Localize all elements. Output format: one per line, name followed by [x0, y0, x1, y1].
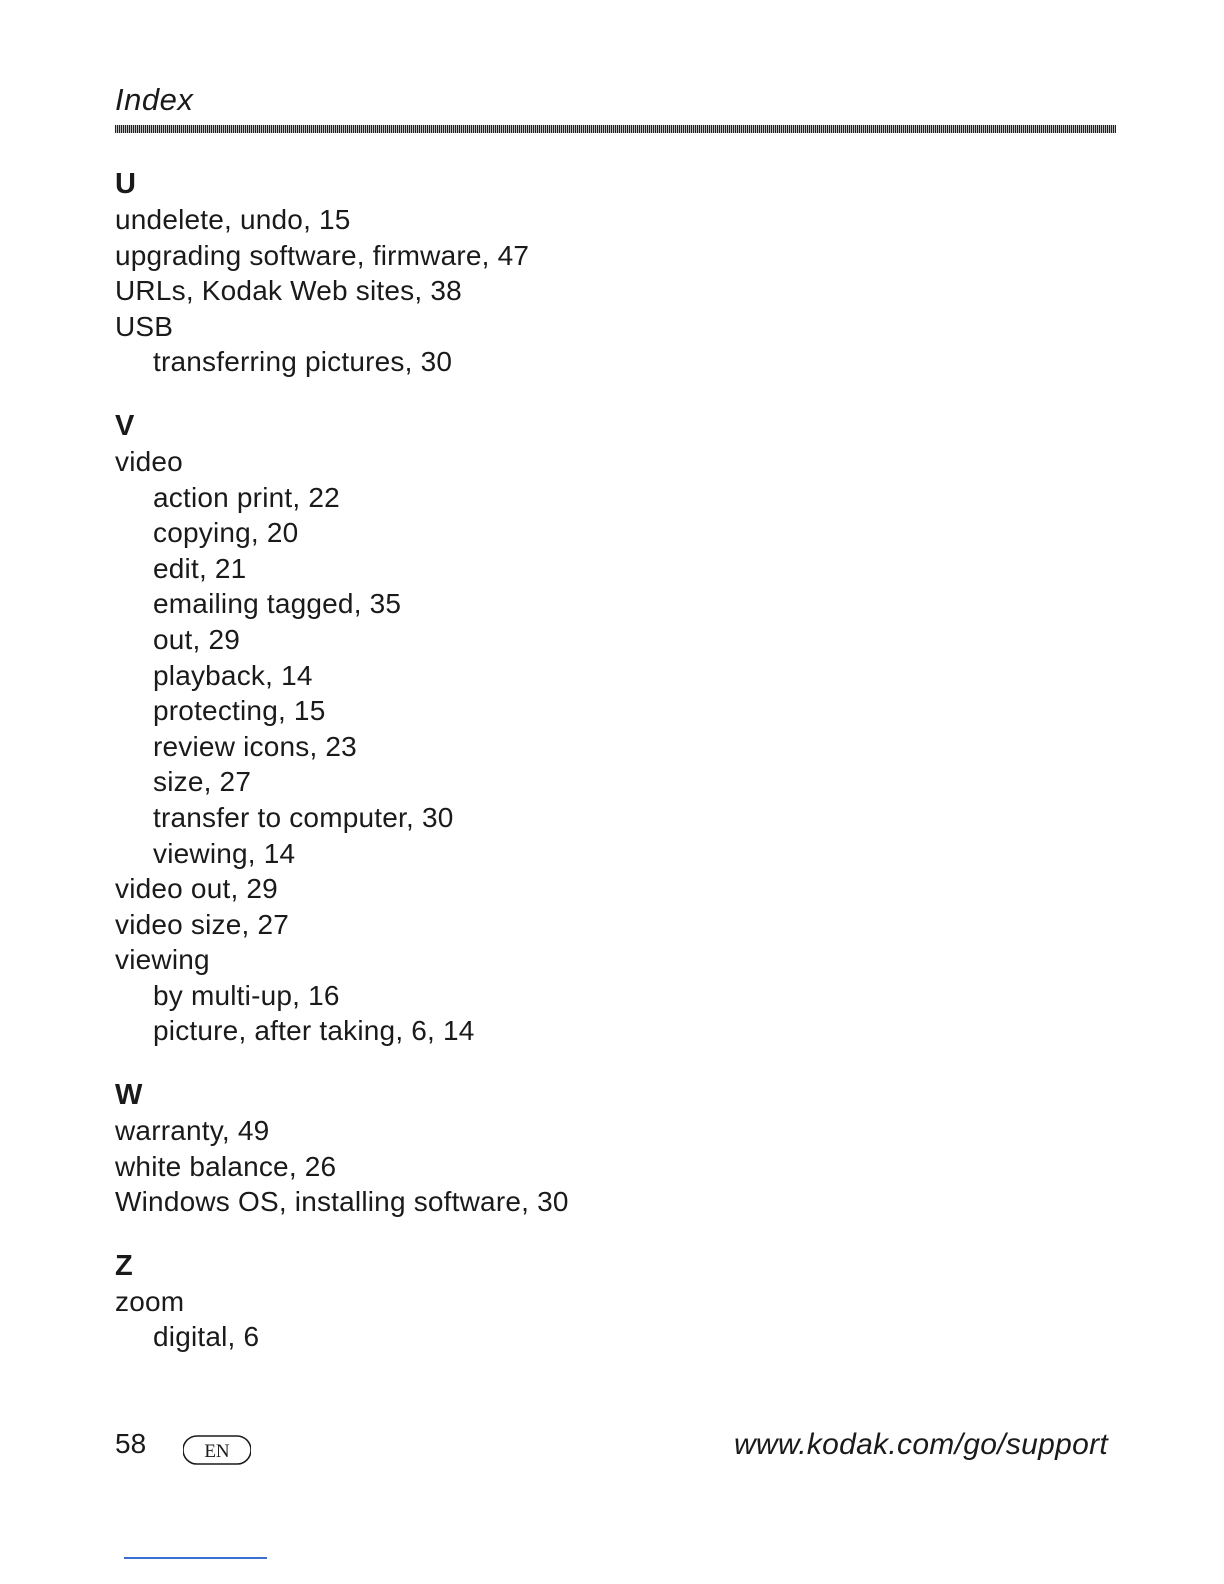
page-title: Index	[115, 82, 194, 117]
index-section	[115, 1077, 1115, 1220]
bottom-mark	[124, 1557, 267, 1559]
index-subentry: by multi-up, 16	[153, 979, 340, 1011]
index-entry: video out, 29	[115, 873, 278, 905]
index-entry: Windows OS, installing software, 30	[115, 1186, 569, 1218]
index-entry: video	[115, 445, 183, 477]
index-entry: video size, 27	[115, 908, 290, 940]
header-divider	[115, 125, 1116, 133]
index-subentry: playback, 14	[153, 659, 313, 691]
index-subentry: picture, after taking, 6, 14	[153, 1015, 475, 1047]
index-section	[115, 166, 1115, 380]
index-entry: URLs, Kodak Web sites, 38	[115, 275, 462, 307]
index-subentry: transferring pictures, 30	[153, 346, 453, 378]
index-subentry: out, 29	[153, 623, 241, 655]
index-entry: USB	[115, 310, 174, 342]
index-section	[115, 408, 1115, 1049]
section-letter: V	[115, 409, 135, 442]
index-list	[115, 166, 1115, 1383]
index-entry: white balance, 26	[115, 1150, 337, 1182]
section-letter: U	[115, 168, 136, 200]
index-subentry: digital, 6	[153, 1321, 260, 1353]
language-badge-icon	[183, 1432, 251, 1468]
language-badge-label: EN	[204, 1441, 230, 1462]
index-subentry: transfer to computer, 30	[153, 801, 454, 833]
section-letter: W	[115, 1079, 143, 1112]
index-entry: undelete, undo, 15	[115, 204, 351, 235]
index-entry: zoom	[115, 1285, 185, 1317]
index-entry: upgrading software, firmware, 47	[115, 239, 530, 271]
index-subentry: size, 27	[153, 766, 252, 798]
index-section	[115, 1248, 1115, 1355]
support-url: www.kodak.com/go/support	[733, 1428, 1108, 1461]
index-subentry: protecting, 15	[153, 695, 326, 727]
index-entry: viewing	[115, 944, 210, 976]
index-subentry: action print, 22	[153, 481, 340, 513]
index-entry: warranty, 49	[115, 1115, 270, 1147]
index-subentry: emailing tagged, 35	[153, 588, 402, 620]
index-subentry: viewing, 14	[153, 837, 296, 869]
section-letter: Z	[115, 1249, 133, 1282]
index-subentry: edit, 21	[153, 552, 247, 584]
index-subentry: copying, 20	[153, 517, 299, 549]
index-subentry: review icons, 23	[153, 730, 357, 762]
page-number: 58	[115, 1428, 147, 1459]
